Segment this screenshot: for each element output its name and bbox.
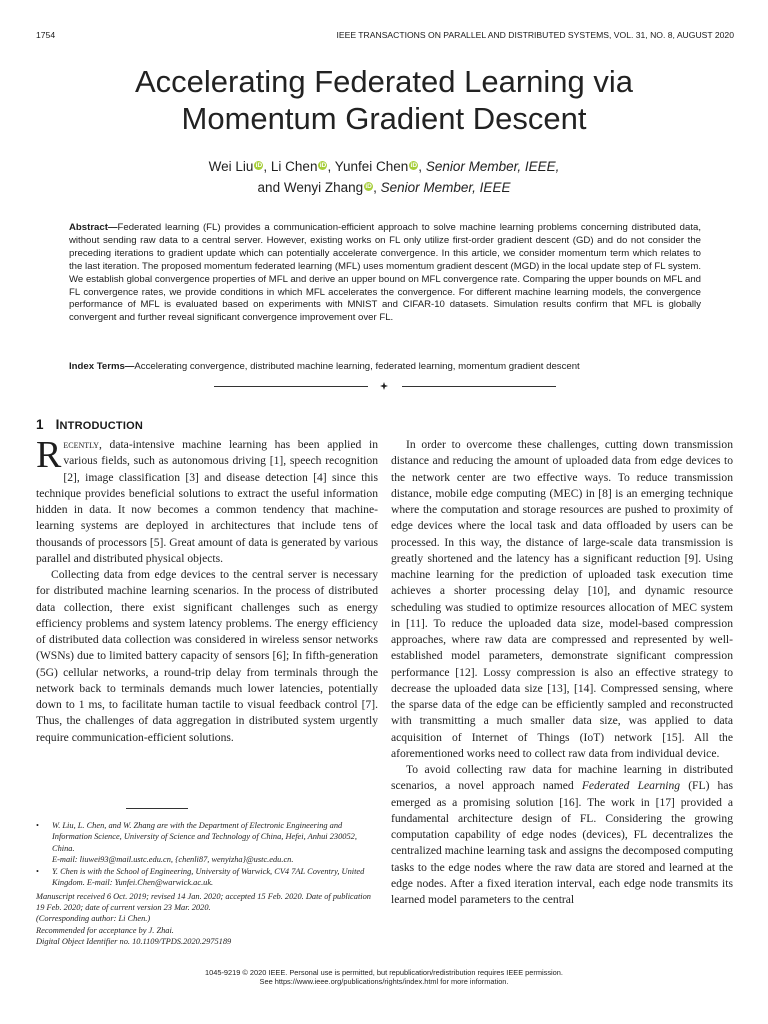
- author-line-2: and Wenyi Zhang iD, Senior Member, IEEE: [257, 180, 511, 195]
- author-name: Li Chen: [270, 159, 318, 174]
- paragraph-text: To avoid collecting raw data for machine learning in distributed scenarios, a novel approach named: [391, 763, 733, 793]
- abstract: [69, 222, 701, 325]
- orcid-icon[interactable]: iD: [255, 162, 263, 169]
- bullet-icon: •: [36, 867, 39, 877]
- paragraph: Collecting data from edge devices to the central server is necessary for distributed machine learning scenarios. In the process of distributed data collection, there exist significant challenges such as energy efficiency problems and system latency problems. The energy efficiency of distributed data collection was considered in wireless sensor networks (WSNs) due to limited battery capacity of sensors [6]; In fifth-generation (5G) cellular networks, a round-trip delay from terminals through the network back to terminals demands much lower latencies, potentially down to 1 ms, to facilitate human tactile to visual feedback control [7]. Thus, the challenges of data aggregation in distributed system urgently require communication-efficient solutions.: [36, 568, 378, 744]
- recommended-by: Recommended for acceptance by J. Zhai.: [36, 925, 174, 935]
- section-title-rest: NTRODUCTION: [59, 420, 144, 432]
- author-name: Yunfei Chen: [334, 159, 409, 174]
- paper-title: [60, 63, 708, 137]
- section-title-initial: I: [55, 417, 60, 432]
- footnote-affiliation: [36, 866, 378, 889]
- paragraph-text: , data-intensive machine learning has been applied in various fields, such as autonomous driving [1], speech recognition [2], image classification [3] and disease detection [4] since this technique provides beneficial solutions to extract the useful information hidden in data. It now becomes a common tendency that machine-learning systems are deployed in architectures that include tens of thousands of processors [5]. Great amount of data is generated by various parallel and distributed physical objects.: [36, 438, 378, 565]
- smallcaps-lead: ecently: [63, 438, 99, 451]
- journal-citation: IEEE TRANSACTIONS ON PARALLEL AND DISTRIBUTED SYSTEMS, VOL. 31, NO. 8, AUGUST 2020: [336, 30, 734, 40]
- bullet-icon: •: [36, 821, 39, 830]
- doi[interactable]: Digital Object Identifier no. 10.1109/TPDS.2020.2975189: [36, 936, 232, 946]
- orcid-icon[interactable]: iD: [410, 162, 418, 169]
- orcid-icon[interactable]: iD: [319, 162, 327, 169]
- footnote-rule: [126, 808, 188, 809]
- footnote-email[interactable]: E-mail: liuwei93@mail.ustc.edu.cn, {chenli87, wenyizha}@ustc.edu.cn.: [52, 854, 294, 864]
- manuscript-dates: Manuscript received 6 Oct. 2019; revised 14 Jan. 2020; accepted 15 Feb. 2020. Date of publication 19 Feb. 2020; date of current version 23 Mar. 2020.: [36, 891, 371, 913]
- paragraph: [391, 762, 733, 908]
- abstract-label: Abstract—: [69, 222, 118, 233]
- footnote-affiliation: [36, 820, 378, 865]
- paper-title-line-1: Accelerating Federated Learning via: [134, 64, 634, 99]
- divider-line-left: [214, 386, 368, 387]
- author-name: Wei Liu: [208, 159, 254, 174]
- author-line-1: Wei Liu iD, Li Chen iD, Yunfei Chen iD, Senior Member, IEEE,: [208, 159, 560, 174]
- copyright-notice: [0, 968, 768, 986]
- footnote-text: Y. Chen is with the School of Engineering, University of Warwick, CV4 7AL Coventry, United Kingdom. E-mail: Yunfei.Chen@warwick.ac.uk.: [52, 867, 365, 888]
- diamond-ornament-icon: [380, 382, 388, 390]
- emphasis-term: Federated Learning: [581, 779, 681, 793]
- page-number: 1754: [36, 30, 56, 40]
- copyright-line-1: 1045-9219 © 2020 IEEE. Personal use is permitted, but republication/redistribution requires IEEE permission.: [205, 968, 563, 977]
- right-column: [391, 437, 733, 908]
- corresponding-author: (Corresponding author: Li Chen.): [36, 914, 151, 924]
- paragraph-text: (FL) has emerged as a promising solution [16]. The work in [17] provided a fundamental architecture design of FL. Considering the growing computation capability of edge nodes (devices), FL decentralizes the centralized machine learning task and assigns the decomposed computing tasks to the edge nodes where the raw data are stored and learned at the edge nodes. After a fixed iteration interval, each edge node transmits its learned model parameters to the central: [391, 779, 733, 906]
- abstract-text: Federated learning (FL) provides a communication-efficient approach to solve machine learning problems concerning distributed data, without sending raw data to a central server. However, existing works on FL only utilize first-order gradient descent (GD) and do not consider the preceding iterations to gradient update which can potentially accelerate convergence. In this article, we consider momentum term which relates to the last iteration. The proposed momentum federated learning (MFL) uses momentum gradient descent (MGD) in the local update step of FL system. We establish global convergence properties of MFL and derive an upper bound on MFL convergence rate. Comparing the upper bounds on MFL and FL convergence rates, we provide conditions in which MFL accelerates the convergence. For different machine learning models, the convergence performance of MFL is evaluated based on experiments with MNIST and CIFAR-10 datasets. Simulation results confirm that MFL is globally convergent and further reveal significant convergence improvement over FL.: [69, 222, 701, 324]
- manuscript-info: [36, 891, 378, 947]
- running-header: [36, 30, 734, 42]
- divider-line-right: [402, 386, 556, 387]
- footnote-text: W. Liu, L. Chen, and W. Zhang are with the Department of Electronic Engineering and Information Science, University of Science and Technology of China, Hefei, Anhui 230052, China.: [52, 821, 357, 853]
- paper-title-line-2: Momentum Gradient Descent: [181, 101, 587, 136]
- paragraph: In order to overcome these challenges, cutting down transmission distance and reducing the amount of uploaded data from edge devices to the network center are two effective ways. To reduce transmission distance, mobile edge computing (MEC) in [8] is an emerging technique where the computation and storage resources are pushed to proximity of edge devices where the local task and data offloaded by users can be processed. In this way, the distance of large-scale data transmission is greatly shortened and the latency has a significant reduction [9]. Using machine learning for the prediction of uploaded task execution time achieves a shorter processing delay [10], and dynamic resource scheduling was studied to optimize resources allocation of MEC system in [11]. To reduce the uploaded data size, model-based compression approaches, where raw data are compressed and represented by well-established model parameters, demonstrate significant compression performance [12]. Lossy compression is also an effective strategy to decrease the uploaded data size [13], [14]. Compressed sensing, where the sparse data of the edge can be efficiently sampled and reconstructed with transmitting a much smaller data size, was applied to data acquisition of Internet of Things (IoT) network [15]. All the aforementioned works need to collect raw data from individual device.: [391, 438, 733, 760]
- paragraph: [36, 434, 378, 567]
- section-divider: [214, 381, 556, 391]
- left-column: [36, 434, 378, 746]
- author-list: [60, 156, 708, 198]
- section-heading: [36, 417, 143, 432]
- author-name: and Wenyi Zhang: [257, 180, 364, 195]
- footnotes: [36, 820, 378, 947]
- author-role: Senior Member, IEEE,: [425, 159, 560, 174]
- drop-cap: R: [36, 434, 62, 476]
- section-number: 1: [36, 417, 44, 432]
- copyright-line-2[interactable]: See https://www.ieee.org/publications/rights/index.html for more information.: [259, 977, 509, 987]
- orcid-icon[interactable]: iD: [365, 183, 372, 190]
- index-terms: [69, 360, 701, 373]
- index-terms-label: Index Terms—: [69, 361, 135, 372]
- author-role: Senior Member, IEEE: [380, 180, 511, 195]
- index-terms-text: Accelerating convergence, distributed machine learning, federated learning, momentum gradient descent: [134, 361, 580, 372]
